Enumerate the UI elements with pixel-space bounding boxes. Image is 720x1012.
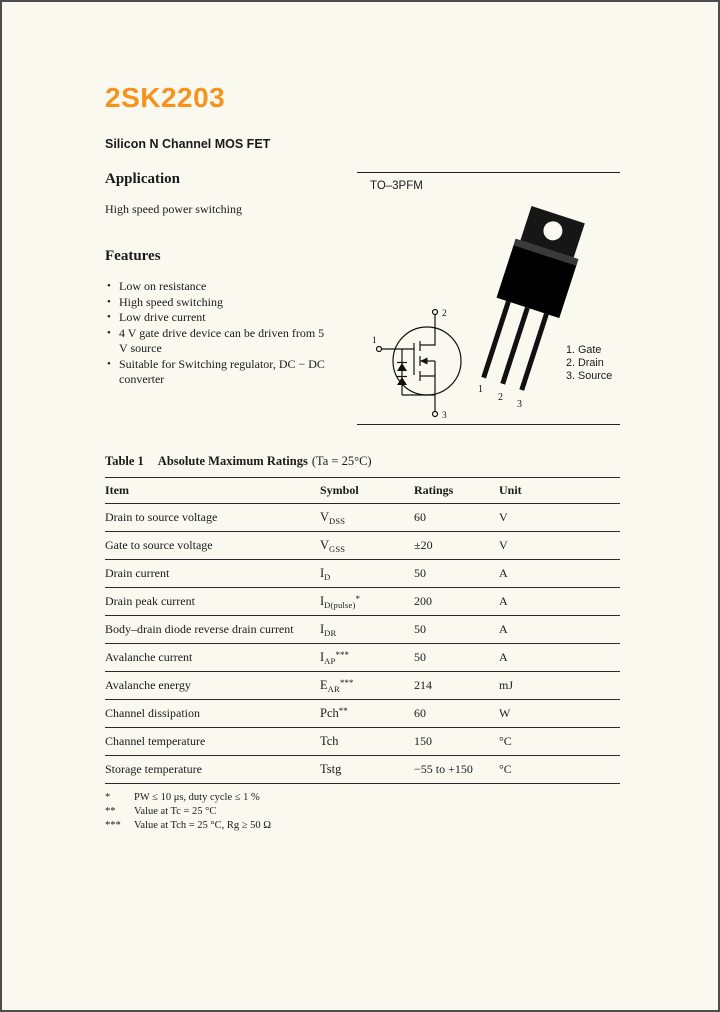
rating-item: Body–drain diode reverse drain current bbox=[105, 622, 294, 636]
package-pin-number-2: 2 bbox=[498, 392, 503, 403]
table-caption-condition: (Ta = 25°C) bbox=[311, 454, 372, 468]
rating-symbol: $I_D$ bbox=[320, 565, 331, 582]
rating-value: 50 bbox=[414, 622, 426, 636]
rating-value: 150 bbox=[414, 734, 432, 748]
table-row bbox=[105, 756, 620, 784]
rating-item: Storage temperature bbox=[105, 762, 202, 776]
rating-value: 50 bbox=[414, 566, 426, 580]
table-header-row bbox=[105, 477, 620, 504]
table-row bbox=[105, 616, 620, 644]
part-number-title: 2SK2203 bbox=[105, 82, 226, 113]
package-pin-number-3: 3 bbox=[517, 399, 522, 410]
features-list bbox=[106, 279, 332, 388]
rating-unit: A bbox=[499, 594, 508, 608]
table-row bbox=[105, 700, 620, 728]
pin-legend-gate: 1. Gate bbox=[566, 344, 602, 356]
table-row bbox=[105, 588, 620, 616]
header-symbol: Symbol bbox=[320, 483, 359, 497]
rating-unit: V bbox=[499, 510, 508, 524]
footnotes bbox=[105, 791, 271, 833]
rating-symbol: $I_{AP}^{***}$ bbox=[320, 649, 349, 666]
package-pin-number-1: 1 bbox=[478, 384, 483, 395]
application-text: High speed power switching bbox=[105, 202, 242, 216]
rating-symbol: Tstg bbox=[320, 761, 342, 776]
symbol-pin-source: 3 bbox=[442, 411, 447, 421]
rating-value: 60 bbox=[414, 510, 426, 524]
rating-item: Avalanche current bbox=[105, 650, 193, 664]
rating-item: Gate to source voltage bbox=[105, 538, 213, 552]
footnote-text: PW ≤ 10 μs, duty cycle ≤ 1 % bbox=[134, 792, 260, 803]
rating-symbol: $E_{AR}^{***}$ bbox=[320, 677, 354, 694]
rating-value: −55 to +150 bbox=[414, 762, 473, 776]
device-type-subtitle: Silicon N Channel MOS FET bbox=[105, 137, 271, 151]
table-caption-title: Absolute Maximum Ratings bbox=[157, 454, 308, 468]
header-item: Item bbox=[105, 483, 129, 497]
table-row bbox=[105, 644, 620, 672]
footnote bbox=[105, 819, 271, 833]
package-and-symbol-figure bbox=[357, 173, 620, 426]
rating-value: 60 bbox=[414, 706, 426, 720]
pin-legend bbox=[566, 344, 612, 383]
footnote bbox=[105, 805, 271, 819]
rating-item: Drain current bbox=[105, 566, 170, 580]
table-caption-label: Table 1 bbox=[105, 454, 144, 468]
protection-diode bbox=[397, 377, 407, 385]
table-row bbox=[105, 672, 620, 700]
footnote-marker: * bbox=[105, 792, 111, 803]
protection-diode bbox=[397, 363, 407, 371]
gate-terminal bbox=[377, 347, 382, 352]
rating-item: Avalanche energy bbox=[105, 678, 191, 692]
header-unit: Unit bbox=[499, 483, 522, 497]
feature-item: • 4 V gate drive device can be driven from 5 V source bbox=[106, 326, 332, 357]
table-row bbox=[105, 560, 620, 588]
rating-symbol: $V_{DSS}$ bbox=[320, 509, 346, 526]
rating-symbol: $V_{GSS}$ bbox=[320, 537, 346, 554]
pin-legend-drain: 2. Drain bbox=[566, 357, 604, 369]
footnote-text: Value at Tc = 25 °C bbox=[134, 806, 217, 817]
rating-unit: A bbox=[499, 622, 508, 636]
rating-value: 200 bbox=[414, 594, 432, 608]
rating-unit: A bbox=[499, 650, 508, 664]
rating-item: Channel dissipation bbox=[105, 706, 200, 720]
rating-item: Drain to source voltage bbox=[105, 510, 218, 524]
feature-item: • Low drive current bbox=[106, 310, 332, 326]
rating-unit: °C bbox=[499, 762, 512, 776]
symbol-pin-gate: 1 bbox=[372, 336, 377, 346]
symbol-pin-drain: 2 bbox=[442, 309, 447, 319]
footnote-text: Value at Tch = 25 °C, Rg ≥ 50 Ω bbox=[134, 820, 272, 831]
package-figure-panel bbox=[357, 172, 620, 425]
rating-unit: °C bbox=[499, 734, 512, 748]
rating-unit: V bbox=[499, 538, 508, 552]
rating-value: ±20 bbox=[414, 538, 433, 552]
footnote-marker: *** bbox=[105, 820, 121, 831]
pin-legend-source: 3. Source bbox=[566, 370, 613, 382]
drain-terminal bbox=[433, 310, 438, 315]
rating-unit: A bbox=[499, 566, 508, 580]
footnote-marker: ** bbox=[105, 806, 116, 817]
feature-item: • High speed switching bbox=[106, 295, 332, 311]
header-ratings: Ratings bbox=[414, 483, 454, 497]
table-caption bbox=[105, 454, 372, 469]
application-heading: Application bbox=[105, 171, 181, 187]
package-name: TO–3PFM bbox=[370, 180, 423, 192]
table-row bbox=[105, 504, 620, 532]
circuit-symbol bbox=[377, 310, 462, 417]
rating-symbol: $I_{D(pulse)}^*$ bbox=[320, 593, 361, 610]
feature-item: • Low on resistance bbox=[106, 279, 332, 295]
rating-unit: W bbox=[499, 706, 511, 720]
substrate-arrow bbox=[420, 358, 428, 365]
rating-value: 50 bbox=[414, 650, 426, 664]
footnote bbox=[105, 791, 271, 805]
rating-item: Drain peak current bbox=[105, 594, 195, 608]
rating-symbol: Tch bbox=[320, 733, 339, 748]
source-terminal bbox=[433, 412, 438, 417]
rating-symbol: $I_{DR}$ bbox=[320, 621, 337, 638]
feature-item: • Suitable for Switching regulator, DC − DC converter bbox=[106, 357, 332, 388]
table-row bbox=[105, 728, 620, 756]
table-row bbox=[105, 532, 620, 560]
abs-max-ratings-table bbox=[105, 477, 620, 784]
rating-item: Channel temperature bbox=[105, 734, 206, 748]
rating-value: 214 bbox=[414, 678, 432, 692]
rating-unit: mJ bbox=[499, 678, 514, 692]
features-heading: Features bbox=[105, 248, 161, 264]
rating-symbol: Pch** bbox=[320, 705, 348, 720]
